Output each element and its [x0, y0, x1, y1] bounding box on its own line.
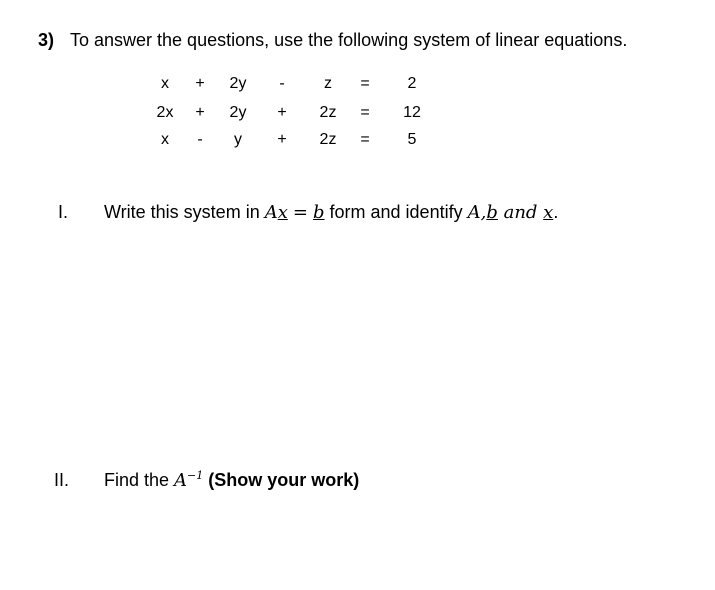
- equation-op-1: +: [195, 75, 205, 92]
- equation-term-1: x: [161, 131, 169, 148]
- equation-rhs: 5: [407, 131, 417, 148]
- and-word: and: [497, 202, 544, 223]
- inverse-A-symbol: A: [174, 470, 188, 491]
- vector-x-symbol: x: [277, 202, 288, 223]
- part-1-text: [104, 202, 558, 223]
- equation-term-2: 2y: [229, 75, 247, 92]
- matrix-A-symbol: A: [264, 202, 278, 223]
- equation-term-1: x: [161, 75, 169, 92]
- equation-term-3: 2z: [319, 104, 337, 121]
- equation-rhs: 2: [407, 75, 417, 92]
- equation-equals: =: [360, 75, 370, 92]
- list-A-symbol: A,: [467, 202, 487, 223]
- equation-op-1: +: [195, 104, 205, 121]
- period: .: [553, 202, 559, 222]
- list-x-symbol: x: [543, 202, 554, 223]
- inverse-exponent: −1: [187, 469, 204, 482]
- equation-equals: =: [360, 131, 370, 148]
- equation-equals: =: [360, 104, 370, 121]
- part-2-text-before: Find the: [104, 470, 175, 490]
- part-2-text: [104, 470, 359, 491]
- show-work-note: (Show your work): [208, 470, 360, 490]
- equation-op-2: +: [277, 104, 287, 121]
- question-text: To answer the questions, use the following system of linear equations.: [70, 30, 628, 50]
- equation-term-3: z: [324, 75, 332, 92]
- equation-op-2: +: [277, 131, 287, 148]
- question-number: 3): [38, 30, 55, 50]
- equation-rhs: 12: [403, 104, 421, 121]
- part-1-text-before: Write this system in: [104, 202, 265, 222]
- equation-term-1: 2x: [156, 104, 174, 121]
- equation-op-2: -: [279, 75, 285, 92]
- equation-term-3: 2z: [319, 131, 337, 148]
- part-1-text-mid: form and identify: [324, 202, 468, 222]
- part-2-numeral: II.: [54, 470, 70, 490]
- equation-term-2: 2y: [229, 104, 247, 121]
- equation-op-1: -: [197, 131, 203, 148]
- vector-b-symbol: b: [312, 202, 325, 223]
- list-b-symbol: b: [486, 202, 498, 223]
- part-1-numeral: I.: [58, 202, 69, 222]
- equals-symbol: =: [292, 202, 308, 223]
- equation-term-2: y: [234, 131, 242, 148]
